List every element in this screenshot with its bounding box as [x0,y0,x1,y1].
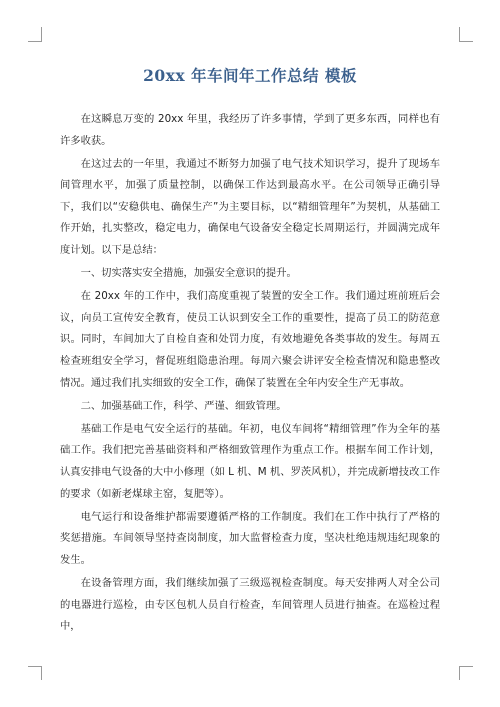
crop-mark-top-right-v [459,27,460,41]
crop-mark-bottom-right-h [459,666,473,667]
crop-mark-top-right-h [459,41,473,42]
crop-mark-top-left-v [41,27,42,41]
crop-mark-top-left-h [28,41,42,42]
crop-mark-bottom-left-v [41,666,42,680]
paragraph-equipment-management: 在设备管理方面，我们继续加强了三级巡视检查制度。每天安排两人对全公司的电器进行巡检，由专区包机人员自行检查，车间管理人员进行抽查。在巡检过程中， [60,576,440,633]
paragraph-basic-work: 基础工作是电气安全运行的基础。年初，电仪车间将“精细管理”作为全年的基础工作。我们把完善基础资料和严格细致管理作为重点工作。根据车间工作计划，认真安排电气设备的大中小修理（如 L 机、M 机、罗茨风机），并完成新增技改工作的要求（如新老煤球主窑，复肥等）。 [60,422,440,500]
document-body [60,109,440,639]
section-heading-safety: 一、切实落实安全措施，加强安全意识的提升。 [80,267,297,280]
crop-mark-bottom-left-h [28,666,42,667]
paragraph-operation-rules: 电气运行和设备维护都需要遵循严格的工作制度。我们在工作中执行了严格的奖惩措施。车间领导坚持查岗制度，加大监督检查力度，坚决杜绝违规违纪现象的发生。 [60,510,440,566]
paragraph-safety: 在 20xx 年的工作中，我们高度重视了装置的安全工作。我们通过班前班后会议，向员工宣传安全教育，使员工认识到安全工作的重要性，提高了员工的防范意识。同时，车间加大了自检自查和处罚力度，有效地避免各类事故的发生。每周五检查班组安全学习，督促班组隐患治理。每周六聚会讲评安全检查情况和隐患整改情况。通过我们扎实细致的安全工作，确保了装置在全年内安全生产无事故。 [60,290,440,389]
paragraph-intro: 在这瞬息万变的 20xx 年里，我经历了许多事情，学到了更多东西，同样也有许多收获。 [60,113,440,147]
section-heading-basic-work: 二、加强基础工作，科学、严谨、细致管理。 [80,399,287,412]
paragraph-overview: 在这过去的一年里，我通过不断努力加强了电气技术知识学习，提升了现场车间管理水平，加强了质量控制，以确保工作达到最高水平。在公司领导正确引导下，我们以“安稳供电、确保生产”为主要目标，以“精细管理年”为契机，从基础工作开始，扎实整改，稳定电力，确保电气设备安全稳定长周期运行，并圆满完成年度计划。以下是总结： [60,157,440,257]
document-title: 20xx 年车间年工作总结 模板 [143,66,357,85]
crop-mark-bottom-right-v [459,666,460,680]
